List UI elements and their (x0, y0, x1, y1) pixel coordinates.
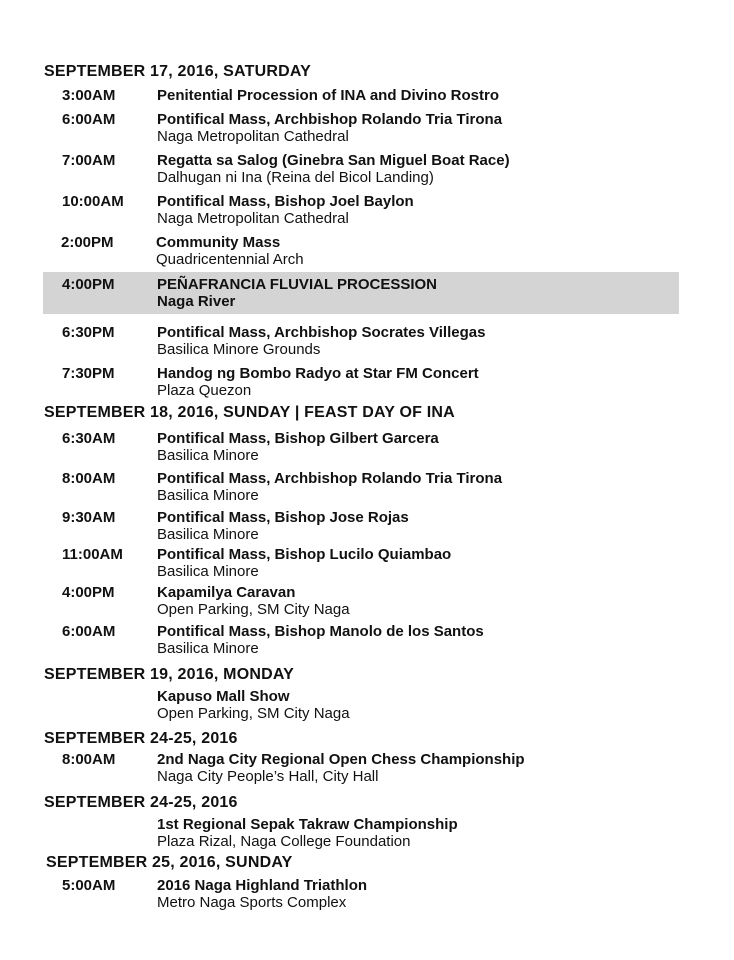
event-time: 6:30AM (62, 430, 116, 447)
event-time: 7:30PM (62, 365, 115, 382)
event-time: 11:00AM (62, 546, 123, 563)
event-venue: Basilica Minore (157, 447, 259, 464)
event-title: Pontifical Mass, Bishop Gilbert Garcera (157, 430, 439, 447)
day-header-sep-25: SEPTEMBER 25, 2016, SUNDAY (46, 854, 293, 871)
day-header-sep-19: SEPTEMBER 19, 2016, MONDAY (44, 666, 295, 683)
event-title: Pontifical Mass, Archbishop Socrates Villegas (157, 324, 486, 341)
event-time: 6:30PM (62, 324, 115, 341)
event-time: 4:00PM (62, 584, 115, 601)
event-title: Regatta sa Salog (Ginebra San Miguel Boat Race) (157, 152, 510, 169)
event-venue: Basilica Minore (157, 640, 259, 657)
day-header-sep-18: SEPTEMBER 18, 2016, SUNDAY | FEAST DAY OF INA (44, 404, 455, 421)
event-venue: Naga Metropolitan Cathedral (157, 128, 349, 145)
event-venue: Basilica Minore (157, 526, 259, 543)
event-title: 1st Regional Sepak Takraw Championship (157, 816, 458, 833)
event-title: Pontifical Mass, Bishop Joel Baylon (157, 193, 414, 210)
event-time: 3:00AM (62, 87, 116, 104)
event-time: 6:00AM (62, 111, 116, 128)
event-title: Penitential Procession of INA and Divino Rostro (157, 87, 499, 104)
event-time: 6:00AM (62, 623, 116, 640)
event-venue: Naga River (157, 293, 236, 310)
event-time: 4:00PM (62, 276, 115, 293)
day-header-sep-24-25: SEPTEMBER 24-25, 2016 (44, 730, 238, 747)
event-title: Pontifical Mass, Bishop Jose Rojas (157, 509, 409, 526)
event-time: 8:00AM (62, 751, 116, 768)
event-title: Handog ng Bombo Radyo at Star FM Concert (157, 365, 479, 382)
event-venue: Quadricentennial Arch (156, 251, 304, 268)
event-title: 2016 Naga Highland Triathlon (157, 877, 368, 894)
event-title: Pontifical Mass, Archbishop Rolando Tria Tirona (157, 111, 503, 128)
event-title: Kapamilya Caravan (157, 584, 296, 601)
event-time: 7:00AM (62, 152, 116, 169)
event-venue: Plaza Rizal, Naga College Foundation (157, 833, 411, 850)
event-venue: Basilica Minore (157, 563, 259, 580)
event-venue: Naga City People’s Hall, City Hall (157, 768, 379, 785)
event-venue: Plaza Quezon (157, 382, 252, 399)
event-venue: Open Parking, SM City Naga (157, 601, 350, 618)
event-title: Pontifical Mass, Archbishop Rolando Tria Tirona (157, 470, 503, 487)
event-title: Pontifical Mass, Bishop Lucilo Quiambao (157, 546, 452, 563)
event-title: Pontifical Mass, Bishop Manolo de los Santos (157, 623, 484, 640)
event-time: 2:00PM (61, 234, 114, 251)
event-venue: Dalhugan ni Ina (Reina del Bicol Landing) (157, 169, 434, 186)
event-venue: Basilica Minore Grounds (157, 341, 321, 358)
event-venue: Naga Metropolitan Cathedral (157, 210, 349, 227)
event-title: Community Mass (156, 234, 281, 251)
event-venue: Open Parking, SM City Naga (157, 705, 350, 722)
event-venue: Metro Naga Sports Complex (157, 894, 347, 911)
event-title: 2nd Naga City Regional Open Chess Championship (157, 751, 525, 768)
event-title: Kapuso Mall Show (157, 688, 290, 705)
event-time: 8:00AM (62, 470, 116, 487)
day-header-sep-17: SEPTEMBER 17, 2016, SATURDAY (44, 63, 312, 80)
event-time: 10:00AM (62, 193, 124, 210)
event-time: 9:30AM (62, 509, 116, 526)
event-title: PEÑAFRANCIA FLUVIAL PROCESSION (157, 276, 438, 293)
event-time: 5:00AM (62, 877, 116, 894)
event-venue: Basilica Minore (157, 487, 259, 504)
day-header-sep-24-25: SEPTEMBER 24-25, 2016 (44, 794, 238, 811)
